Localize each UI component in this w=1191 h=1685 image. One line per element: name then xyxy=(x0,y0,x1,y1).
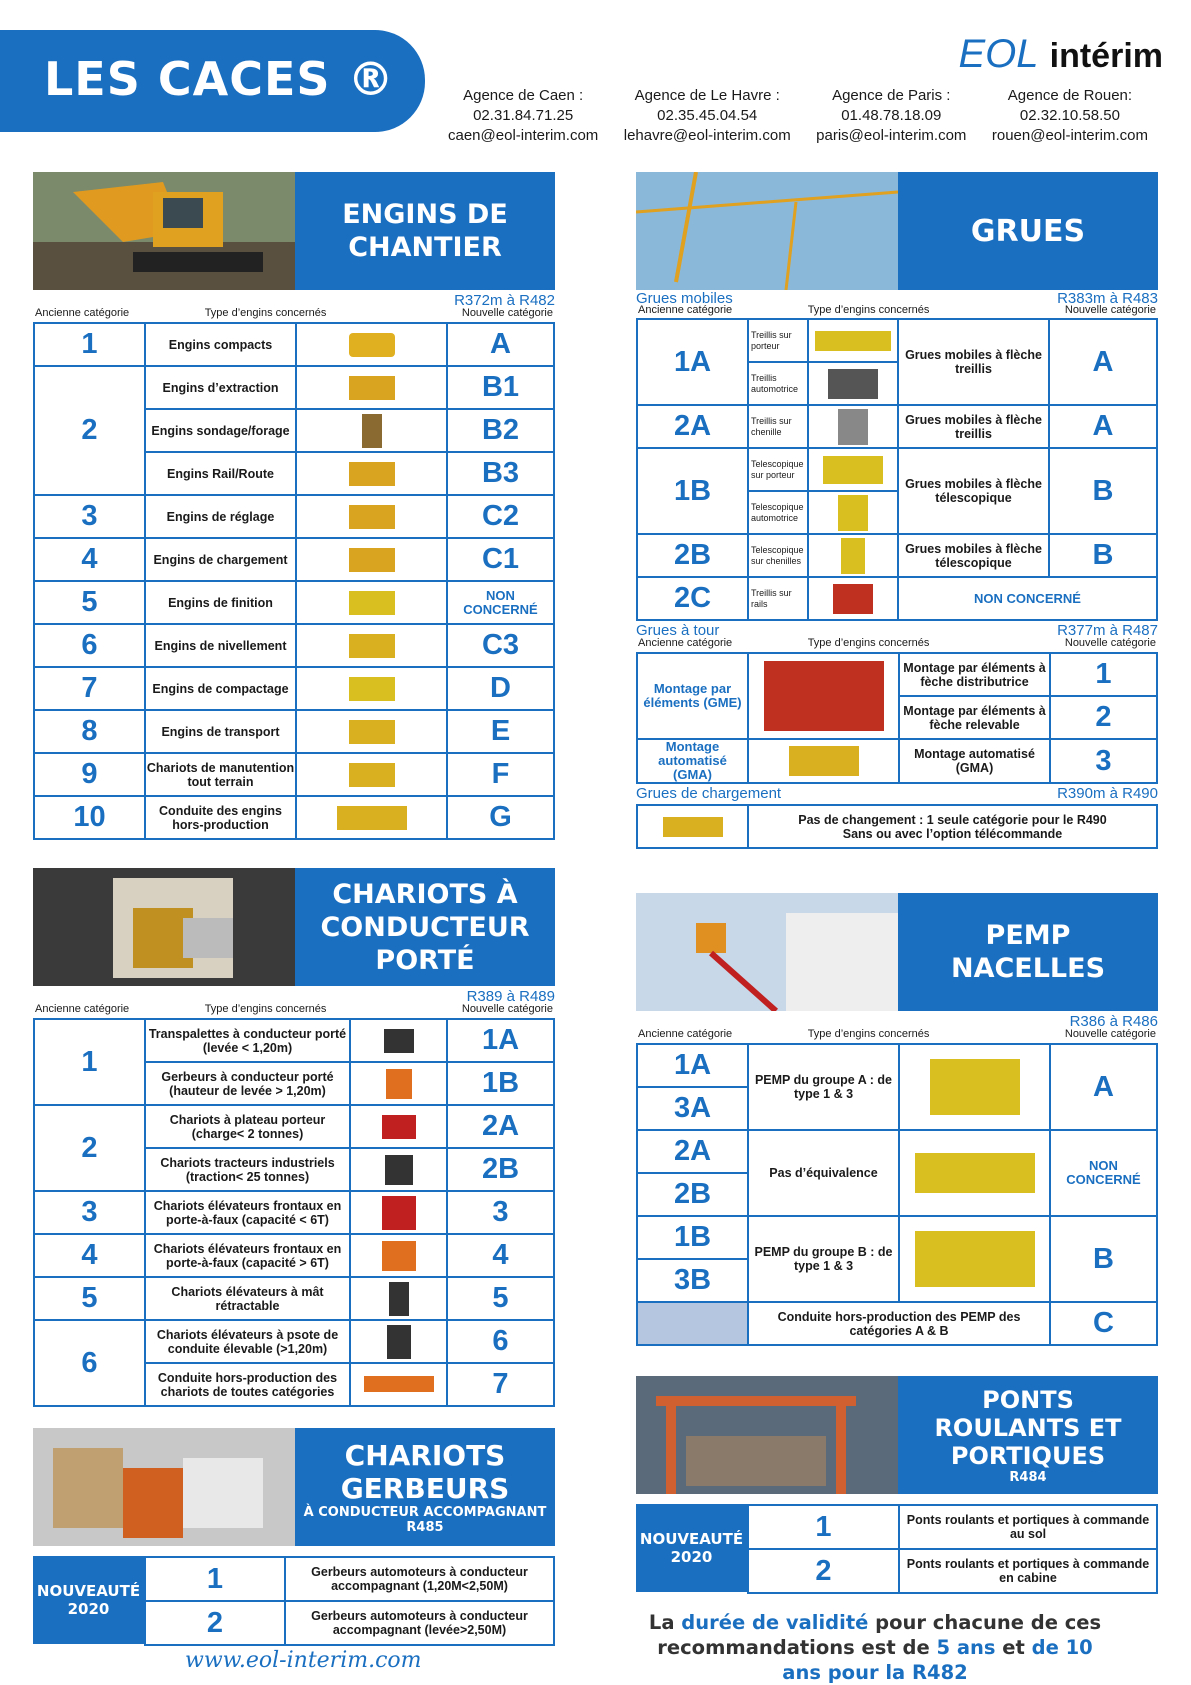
agency-caen: Agence de Caen : 02.31.84.71.25 caen@eol-interim.com xyxy=(448,87,599,144)
pemp-section: PEMP NACELLES R386 à R486 Ancienne catégorie Type d’engins concernés Nouvelle catégorie 1A PEMP du groupe A : de type 1 & 3 A 3A 2A Pas d’équivalence NON CONCERNÉ 2B 1B PEMP du groupe B : de type 1 & 3 B 3B Conduite hors-production des PEMP des catégories A & B C xyxy=(636,893,1158,1346)
engins-table: 1 Engins compacts A 2 Engins d’extraction B1 Engins sondage/forage B2 Engins Rail/Route B3 3 Engins de réglage C2 4 Engins de chargement C1 5 Engins de finition NON CONCERNÉ 6 Engins de nivellement C3 7 Engins de compactage D 8 Engins de transport E 9 Chariots de manutention tout terrain F 10 Conduite des engins hors-production G xyxy=(33,322,555,840)
bulldozer-icon xyxy=(349,505,395,529)
telescopic-auto-crane-icon xyxy=(838,495,868,531)
gantry-photo xyxy=(636,1376,898,1494)
nouveaute-badge: NOUVEAUTÉ 2020 xyxy=(636,1504,747,1592)
platform-truck-icon xyxy=(382,1115,416,1139)
dumper-icon xyxy=(349,720,395,744)
excavator-photo xyxy=(33,172,295,290)
agency-paris: Agence de Paris : 01.48.78.18.09 paris@eol-interim.com xyxy=(816,87,967,144)
grues-section: GRUES Grues mobiles R383m à R483 Ancienne catégorie Type d’engins concernés Nouvelle catégorie 1A Treillis sur porteur Grues mobiles à flèche treillis A Treillis automotrice 2A Treillis sur chenille Grues mobiles à flèche treillis A 1B Telescopique sur porteur Grues mobiles à flèche télescopique B Telescopique automotrice 2B Telescopique sur chenilles Grues mobiles à flèche télescopique B 2C Treillis sur rails NON CONCERNÉ Grues à tour R377m à R487 Ancienne catégorie Type d’engins concernés Nouvelle catégorie Montage par éléments (GME) Montage par éléments à fèche distributrice 1 Montage par éléments à fèche relevable 2 Montage automatisé (GMA) Montage automatisé (GMA) 3 Grues de chargement R390m à R490 Pas de changement : 1 seule catégorie pour le R490 Sans ou avec l’option télécommande xyxy=(636,172,1158,849)
grader-icon xyxy=(349,634,395,658)
pemp-title: PEMP NACELLES xyxy=(950,920,1106,984)
chariots-title: CHARIOTS À CONDUCTEUR PORTÉ xyxy=(320,878,530,976)
pallet-truck-icon xyxy=(384,1029,414,1053)
excavator-icon xyxy=(349,376,395,400)
engins-ref: R372m à R482 xyxy=(454,292,555,309)
order-picker-icon xyxy=(387,1325,411,1359)
backhoe-icon xyxy=(349,548,395,572)
agencies xyxy=(448,86,1148,146)
ponts-section: PONTS ROULANTS ET PORTIQUES R484 NOUVEAUTÉ 2020 1 Ponts roulants et portiques à commande au sol 2 Ponts roulants et portiques à commande en cabine xyxy=(636,1376,1158,1592)
website-link[interactable]: www.eol-interim.com xyxy=(185,1648,422,1673)
grues-title: GRUES xyxy=(898,172,1158,290)
gerbeurs-section: CHARIOTS GERBEURS À CONDUCTEUR ACCOMPAGNANT R485 NOUVEAUTÉ 2020 1 Gerbeurs automoteurs à conducteur accompagnant (1,20M<2,50M) 2 Gerbeurs automoteurs à conducteur accompagnant (levée>2,50M) xyxy=(33,1428,555,1644)
paver-icon xyxy=(349,591,395,615)
transport-truck-icon xyxy=(337,806,407,830)
telescopic-crawler-icon xyxy=(841,538,865,574)
drill-rig-icon xyxy=(362,414,382,448)
rail-road-icon xyxy=(349,462,395,486)
stacker-photo xyxy=(33,1428,295,1546)
grues-mobiles-table: 1A Treillis sur porteur Grues mobiles à flèche treillis A Treillis automotrice 2A Treillis sur chenille Grues mobiles à flèche treillis A 1B Telescopique sur porteur Grues mobiles à flèche télescopique B Telescopique automotrice 2B Telescopique sur chenilles Grues mobiles à flèche télescopique B 2C Treillis sur rails NON CONCERNÉ xyxy=(636,318,1158,621)
nouveaute-badge: NOUVEAUTÉ 2020 xyxy=(33,1556,144,1644)
agency-lehavre: Agence de Le Havre : 02.35.45.04.54 lehavre@eol-interim.com xyxy=(623,87,791,144)
lattice-crane-icon xyxy=(828,369,878,399)
boom-lift-icon xyxy=(915,1231,1035,1287)
forklift-icon xyxy=(382,1196,416,1230)
loader-crane-icon xyxy=(663,817,723,837)
tow-tractor-icon xyxy=(385,1155,413,1185)
truck-lift-icon xyxy=(915,1153,1035,1193)
stacker-icon xyxy=(386,1069,412,1099)
grues-tour-table: Montage par éléments (GME) Montage par éléments à fèche distributrice 1 Montage par éléments à fèche relevable 2 Montage automatisé (GMA) Montage automatisé (GMA) 3 xyxy=(636,652,1158,784)
grues-chargement-table: Pas de changement : 1 seule catégorie pour le R490 Sans ou avec l’option télécommande xyxy=(636,804,1158,849)
telescopic-crane-icon xyxy=(823,456,883,484)
reach-truck-icon xyxy=(389,1282,409,1316)
self-erecting-crane-icon xyxy=(789,746,859,776)
rail-crane-icon xyxy=(833,584,873,614)
pemp-table: 1A PEMP du groupe A : de type 1 & 3 A 3A 2A Pas d’équivalence NON CONCERNÉ 2B 1B PEMP du groupe B : de type 1 & 3 B 3B Conduite hors-production des PEMP des catégories A & B C xyxy=(636,1043,1158,1346)
eol-logo: EOL intérim xyxy=(958,32,1163,76)
pemp-photo xyxy=(636,893,898,1011)
trailer-icon xyxy=(364,1376,434,1392)
page-title: LES CACES ® xyxy=(0,30,425,132)
crawler-crane-icon xyxy=(838,409,868,445)
engins-title: ENGINS DE CHANTIER xyxy=(342,199,508,263)
telehandler-icon xyxy=(349,763,395,787)
validity-note: La durée de validité pour chacune de ces recommandations est de 5 ans et de 10 ans pour la R482 xyxy=(648,1611,1102,1684)
tower-crane-icon xyxy=(764,661,884,731)
crane-photo xyxy=(636,172,898,290)
agency-rouen: Agence de Rouen: 02.32.10.58.50 rouen@eol-interim.com xyxy=(991,87,1148,144)
heavy-forklift-icon xyxy=(382,1241,416,1271)
compact-loader-icon xyxy=(349,333,395,357)
engins-section: ENGINS DE CHANTIER R372m à R482 Ancienne catégorie Type d’engins concernés Nouvelle catégorie 1 Engins compacts A 2 Engins d’extraction B1 Engins sondage/forage B2 Engins Rail/Route B3 3 Engins de réglage C2 4 Engins de chargement C1 5 Engins de finition NON CONCERNÉ 6 Engins de nivellement C3 7 Engins de compactage D 8 Engins de transport E 9 Chariots de manutention tout terrain F 10 Conduite des engins hors-production G xyxy=(33,172,555,840)
truck-crane-icon xyxy=(815,331,891,351)
scissor-lift-icon xyxy=(930,1059,1020,1115)
chariots-section: CHARIOTS À CONDUCTEUR PORTÉ R389 à R489 Ancienne catégorie Type d’engins concernés Nouvelle catégorie 1 Transpalettes à conducteur porté (levée < 1,20m) 1A Gerbeurs à conducteur porté (hauteur de levée > 1,20m) 1B 2 Chariots à plateau porteur (charge< 2 tonnes) 2A Chariots tracteurs industriels (traction< 25 tonnes) 2B 3 Chariots élévateurs frontaux en porte-à-faux (capacité < 6T) 3 4 Chariots élévateurs frontaux en porte-à-faux (capacité > 6T) 4 5 Chariots élévateurs à mât rétractable 5 6 Chariots élévateurs à psote de conduite élevable (>1,20m) 6 Conduite hors-production des chariots de toutes catégories 7 xyxy=(33,868,555,1407)
roller-icon xyxy=(349,677,395,701)
chariots-table: 1 Transpalettes à conducteur porté (levée < 1,20m) 1A Gerbeurs à conducteur porté (hauteur de levée > 1,20m) 1B 2 Chariots à plateau porteur (charge< 2 tonnes) 2A Chariots tracteurs industriels (traction< 25 tonnes) 2B 3 Chariots élévateurs frontaux en porte-à-faux (capacité < 6T) 3 4 Chariots élévateurs frontaux en porte-à-faux (capacité > 6T) 4 5 Chariots élévateurs à mât rétractable 5 6 Chariots élévateurs à psote de conduite élevable (>1,20m) 6 Conduite hors-production des chariots de toutes catégories 7 xyxy=(33,1018,555,1407)
forklift-photo xyxy=(33,868,295,986)
